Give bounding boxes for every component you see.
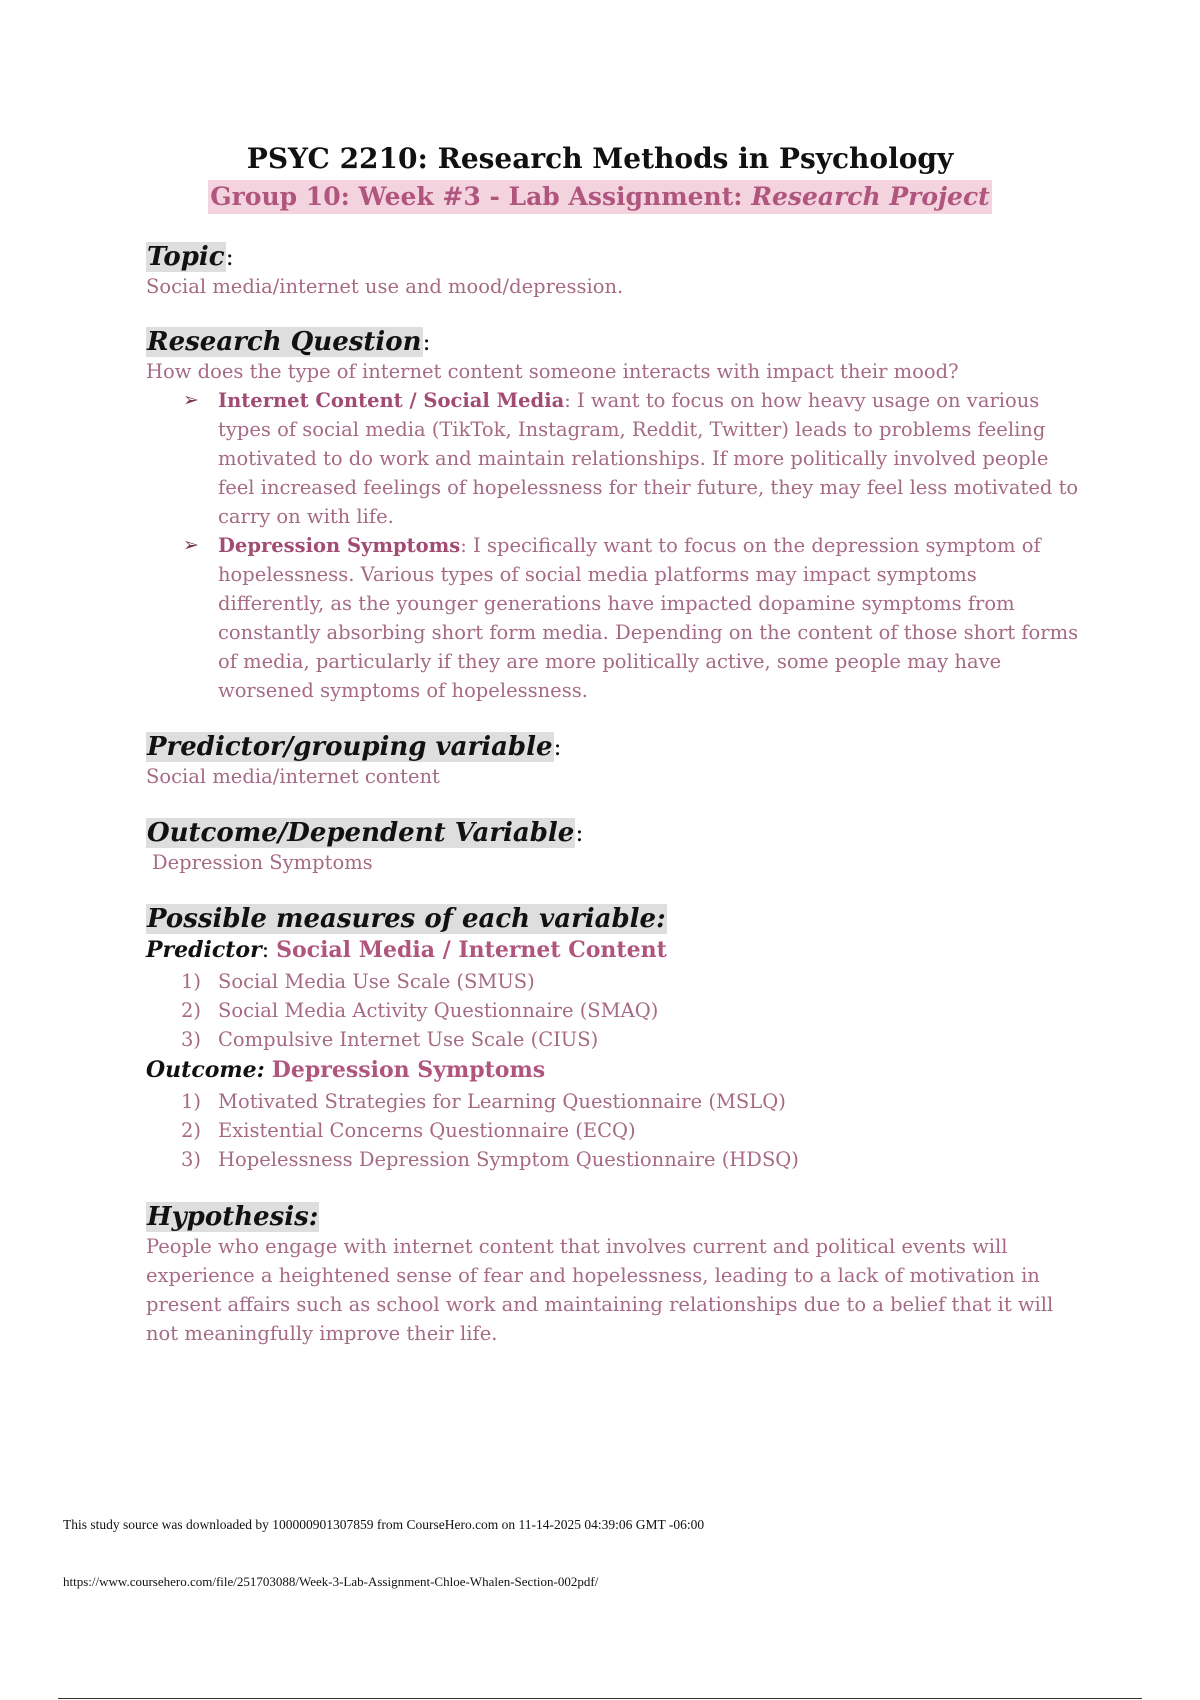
topic-heading: Topic: [147, 242, 225, 272]
bullet-item: [183, 386, 1086, 531]
outcome-value: Depression Symptoms: [271, 1057, 546, 1083]
list-item-text: Social Media Activity Questionnaire (SMAQ): [218, 999, 659, 1022]
list-number: 1): [181, 1090, 202, 1113]
research-question-heading: Research Question: [147, 327, 422, 357]
list-number: 2): [181, 1119, 202, 1142]
source-url[interactable]: https://www.coursehero.com/file/251703088/Week-3-Lab-Assignment-Chloe-Whalen-Section-002pdf/: [63, 1574, 599, 1589]
predictor-variable-heading: Predictor/grouping variable: [147, 732, 553, 762]
measures-section: [146, 904, 1086, 1174]
list-item: [181, 1087, 1086, 1116]
download-notice: This study source was downloaded by 100000901307859 from CourseHero.com on 11-14-2025 04:39:06 GMT -06:00: [63, 1517, 705, 1532]
list-item: [181, 1025, 1086, 1054]
list-item-text: Motivated Strategies for Learning Questionnaire (MSLQ): [218, 1090, 786, 1113]
label-colon: :: [261, 938, 277, 963]
document-content: [146, 242, 1086, 1348]
page-title: PSYC 2210: Research Methods in Psychology: [246, 142, 954, 175]
predictor-label: Predictor: [146, 937, 262, 963]
outcome-measures-list: [146, 1087, 1086, 1174]
list-item: [181, 967, 1086, 996]
outcome-measures-line: [146, 1054, 1086, 1087]
list-number: 3): [181, 1148, 202, 1171]
subtitle-wrap: [0, 180, 1200, 214]
bottom-divider: [58, 1698, 1142, 1699]
heading-colon: :: [225, 243, 234, 271]
bullet-item: [183, 531, 1086, 705]
research-question-text: How does the type of internet content someone interacts with impact their mood?: [146, 360, 959, 383]
list-number: 3): [181, 1028, 202, 1051]
page-subtitle: [208, 180, 991, 214]
list-item: [181, 1116, 1086, 1145]
measures-heading: Possible measures of each variable:: [147, 904, 666, 934]
heading-colon: :: [575, 819, 584, 847]
list-number: 2): [181, 999, 202, 1022]
list-item-text: Existential Concerns Questionnaire (ECQ): [218, 1119, 636, 1142]
predictor-variable-section: [146, 732, 1086, 791]
outcome-variable-text: Depression Symptoms: [152, 851, 373, 874]
subtitle-prefix: Group 10: Week #3 - Lab Assignment:: [210, 182, 752, 211]
hypothesis-section: [146, 1202, 1086, 1348]
arrow-bullet-icon: ➢: [183, 389, 199, 411]
research-question-bullets: [146, 386, 1086, 705]
predictor-value: Social Media / Internet Content: [276, 937, 667, 963]
outcome-variable-section: [146, 818, 1086, 877]
heading-colon: :: [553, 733, 562, 761]
list-item-text: Compulsive Internet Use Scale (CIUS): [218, 1028, 599, 1051]
research-question-section: [146, 327, 1086, 705]
list-item: [181, 996, 1086, 1025]
predictor-variable-text: Social media/internet content: [146, 765, 440, 788]
list-item-text: Hopelessness Depression Symptom Questionnaire (HDSQ): [218, 1148, 799, 1171]
topic-section: [146, 242, 1086, 301]
list-item: [181, 1145, 1086, 1174]
outcome-variable-heading: Outcome/Dependent Variable: [147, 818, 575, 848]
topic-text: Social media/internet use and mood/depression.: [146, 275, 624, 298]
list-number: 1): [181, 970, 202, 993]
list-item-text: Social Media Use Scale (SMUS): [218, 970, 535, 993]
hypothesis-text: People who engage with internet content that involves current and political events will experience a heightened sense of fear and hopelessness, leading to a lack of motivation in present affairs such as school work and maintaining relationships due to a belief that it will not meaningfully improve their life.: [146, 1235, 1054, 1345]
bullet-label: Internet Content / Social Media: [218, 389, 565, 412]
predictor-measures-line: [146, 934, 1086, 967]
hypothesis-heading: Hypothesis:: [147, 1202, 319, 1232]
heading-colon: :: [422, 328, 431, 356]
predictor-measures-list: [146, 967, 1086, 1054]
subtitle-italic: Research Project: [751, 182, 990, 211]
arrow-bullet-icon: ➢: [183, 534, 199, 556]
bullet-text: : I specifically want to focus on the depression symptom of hopelessness. Various types of social media platforms may impact symptoms differently, as the younger generations have impacted dopamine symptoms from constantly absorbing short form media. Depending on the content of those short forms of media, particularly if they are more politically active, some people may have worsened symptoms of hopelessness.: [218, 534, 1079, 702]
outcome-label: Outcome:: [146, 1057, 265, 1083]
bullet-label: Depression Symptoms: [218, 534, 461, 557]
bullet-text: : I want to focus on how heavy usage on various types of social media (TikTok, Instagram, Reddit, Twitter) leads to problems feeling motivated to do work and maintain relationships. If more politically involved people feel increased feelings of hopelessness for their future, they may feel less motivated to carry on with life.: [218, 389, 1079, 528]
